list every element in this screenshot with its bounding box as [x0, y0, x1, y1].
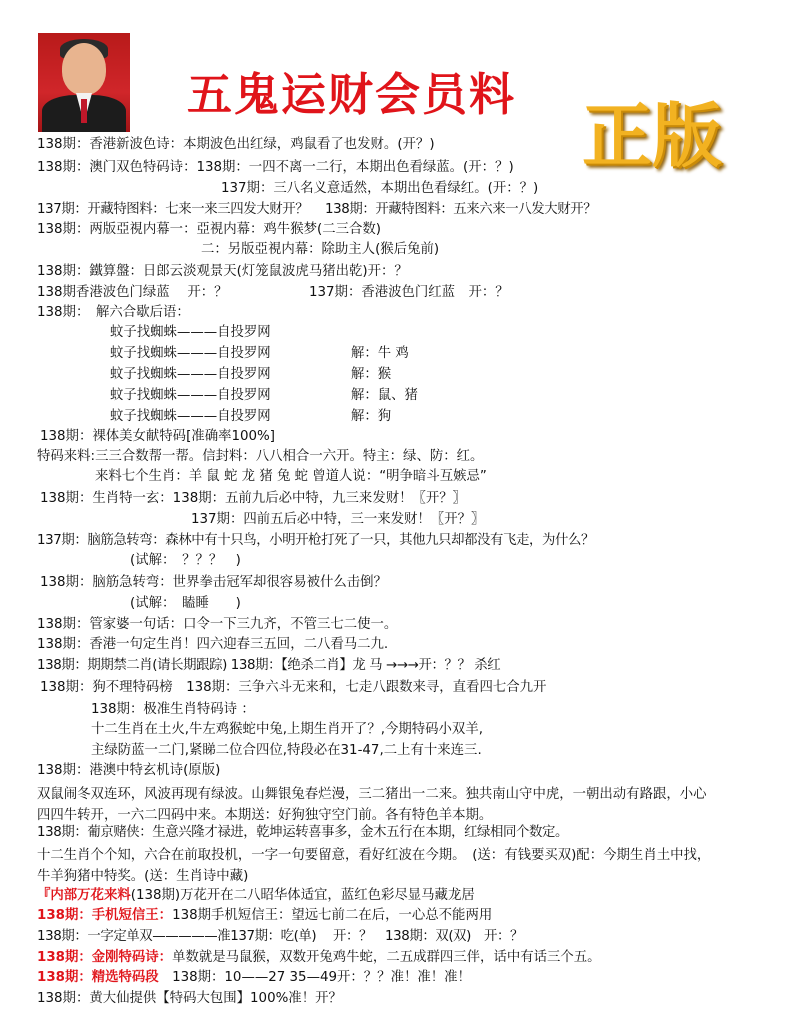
line-vajra-poem — [37, 950, 601, 966]
vajra-poem-label: 138期：金刚特码诗： — [37, 950, 173, 965]
line-hk-one-zodiac: 138期：香港一句定生肖！四六迎春三五回，二八看马二九. — [37, 637, 389, 652]
line-macau-color-poem-2: 137期：三八名义意适然，本期出色看绿红。(开：？) — [221, 181, 539, 196]
internal-source-text: (138期)万花开在二八昭华体适宜，蓝红色彩尽显马藏龙居 — [130, 888, 475, 903]
line-riddle-header: 138期： 解六合歇后语： — [37, 305, 190, 320]
selected-code-range-label: 138期：精选特码段 — [37, 970, 159, 985]
line-hidden-figure: 137期：开藏特图料：七来一来三四发大财开？ 138期：开藏特图料：五来六来一八发大财开？ — [37, 202, 597, 217]
page-title: 五鬼运财会员料 — [187, 68, 517, 121]
line-wong-tai-sin: 138期：黄大仙提供【特码大包围】100%准！开？ — [37, 991, 342, 1006]
line-atv-insider-2: 二：另版亞視内幕：除助主人(猴后兔前) — [201, 242, 440, 257]
portrait-tie — [81, 99, 87, 123]
line-zodiac-special-138: 138期：生肖特一玄：138期：五前九后必中特，九三来发财！〖开？〗 — [40, 491, 467, 506]
riddle-answer: 解：狗 — [351, 409, 392, 424]
riddle-row: 蚊子找蜘蛛———自投罗网 — [110, 325, 271, 340]
sms-king-text: 138期手机短信王：望远七前二在后，一心总不能两用 — [172, 908, 493, 923]
riddle-answer: 解：鼠、猪 — [351, 388, 418, 403]
line-gou-bu-li: 138期：狗不理特码榜 138期：三争六斗无来和，七走八跟数来寻，直看四七合九开 — [40, 680, 547, 695]
riddle-answer: 解：牛 鸡 — [351, 346, 409, 361]
line-atv-insider-1: 138期：两版亞視内幕一：亞視内幕：鸡牛猴梦(二三合数) — [37, 222, 381, 237]
line-selected-code-range — [37, 970, 471, 986]
sms-king-label: 138期：手机短信王： — [37, 908, 173, 923]
line-hk-wave-138: 138期香港波色门绿蓝 开：？ — [37, 285, 228, 300]
riddle-row: 蚊子找蜘蛛———自投罗网 — [110, 388, 271, 403]
internal-source-label: 『内部万花来料 — [37, 888, 131, 903]
riddle-row: 蚊子找蜘蛛———自投罗网 — [110, 367, 271, 382]
line-abacus: 138期：鐵算盤：日郎云淡观景天(灯笼鼠波虎马猪出乾)开：？ — [37, 264, 408, 279]
line-banned-two-zodiacs: 138期：期期禁二肖(请长期跟踪) 138期：【绝杀二肖】龙 马 →→→开：？？ 杀红 — [37, 658, 501, 673]
line-zodiac-special-137: 137期：四前五后必中特，三一来发财！〖开？〗 — [191, 512, 485, 527]
line-lisboa-gambler: 138期：葡京赌侠：生意兴隆才禄进，乾坤运转喜事多，金木五行在本期，红绿相同个数定。 — [37, 825, 568, 840]
line-brain-teaser-2-answer: (试解： 瞌睡 ) — [130, 596, 241, 611]
line-special-code-source: 特码来料:三三合数帮一帮。信封料：八八相合一六开。特主：绿、防：红。 — [37, 449, 484, 464]
vajra-poem-text: 单数就是马鼠猴，双数开兔鸡牛蛇，二五成群四三伴，话中有话三个五。 — [172, 950, 601, 965]
line-seven-zodiacs: 来料七个生肖：羊 鼠 蛇 龙 猪 兔 蛇 曾道人说：“明争暗斗互嫉忌” — [95, 469, 487, 484]
line-accurate-zodiac-poem: 138期：极准生肖特码诗 ： — [91, 702, 255, 717]
selected-code-range-text: 138期：10——27 35—49开：？？准！准！准！ — [172, 970, 471, 985]
line-new-wave-poem: 138期：香港新波色诗：本期波色出红绿，鸡鼠看了也发财。(开？) — [37, 137, 435, 152]
line-accurate-zodiac-poem-2: 主绿防蓝一二门,紧睇二位合四位,特段必在31-47,二上有十来连三. — [91, 743, 482, 758]
line-nude-beauty-code: 138期：裸体美女献特码[准确率100%] — [40, 429, 275, 444]
line-housekeeper: 138期：管家婆一句话：口令一下三九齐，不管三七二使一。 — [37, 617, 398, 632]
line-macau-color-poem: 138期：澳门双色特码诗：138期：一四不离一二行，本期出色看绿蓝。(开：？) — [37, 160, 514, 175]
line-brain-teaser-2: 138期：脑筋急转弯：世界拳击冠军却很容易被什么击倒？ — [40, 575, 387, 590]
portrait-face — [62, 43, 106, 95]
riddle-answer: 解：猴 — [351, 367, 392, 382]
paragraph-mystery-poem: 双鼠闹冬双连环，风波再现有绿波。山舞银兔春烂漫，三二猪出一二来。独共南山守中虎，一朝出动有路跟，小心四四牛转开，一六二四码中来。本期送：好狗独守空门前。各有特色羊本期。 — [37, 787, 707, 823]
line-sms-king — [37, 908, 492, 924]
line-odd-even: 138期：一字定单双—————准137期：吃(单) 开：？ 138期：双(双) 开：？ — [37, 929, 523, 944]
line-brain-teaser-1-answer: (试解： ？？？ ) — [130, 553, 241, 568]
genuine-stamp: 正版 — [582, 95, 722, 177]
paragraph-twelve-zodiacs: 十二生肖个个知，六合在前取投机，一字一句要留意，看好红波在今期。 (送：有钱要买双)配：今期生肖土中找，牛羊狗猪中特奖。(送：生肖诗中藏) — [37, 848, 711, 884]
line-brain-teaser-1: 137期：脑筋急转弯：森林中有十只鸟，小明开枪打死了一只，其他九只却都没有飞走，为什么？ — [37, 533, 594, 548]
riddle-row: 蚊子找蜘蛛———自投罗网 — [110, 409, 271, 424]
line-mystery-poem-header: 138期：港澳中特玄机诗(原版) — [37, 763, 221, 778]
line-accurate-zodiac-poem-1: 十二生肖在土火,牛左鸡猴蛇中兔,上期生肖开了？,今期特码小双羊, — [91, 722, 483, 737]
line-internal-source — [37, 888, 475, 904]
riddle-row: 蚊子找蜘蛛———自投罗网 — [110, 346, 271, 361]
line-hk-wave-137: 137期：香港波色门红蓝 开：？ — [309, 285, 509, 300]
portrait-photo — [38, 33, 130, 132]
